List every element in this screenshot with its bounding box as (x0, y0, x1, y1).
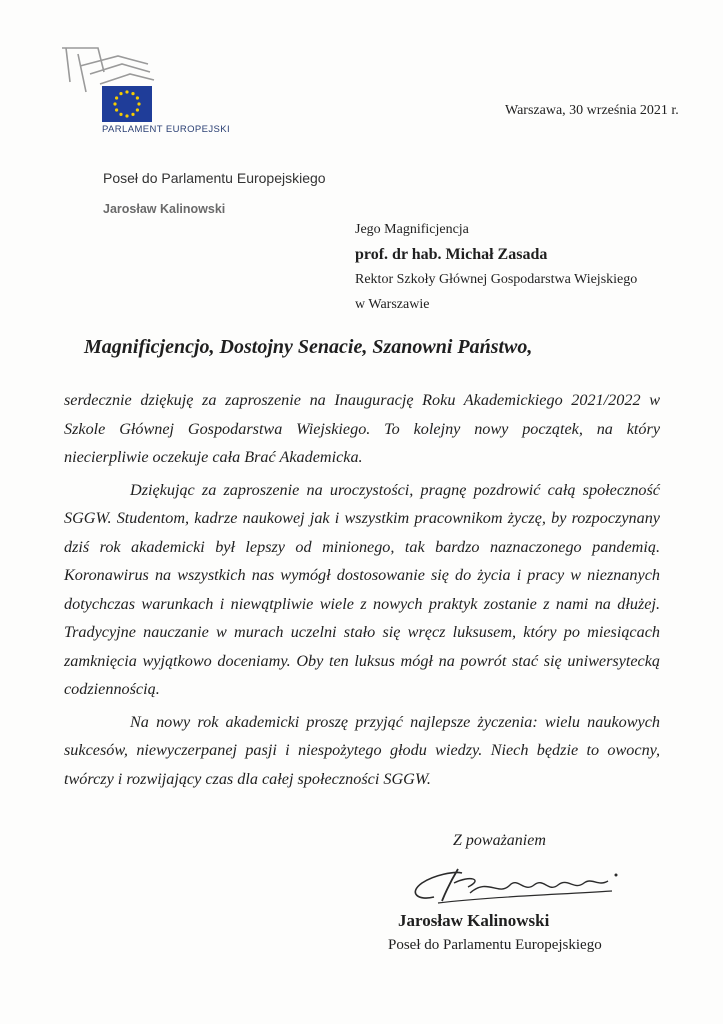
parliament-arc-icon (62, 48, 154, 92)
closing: Z poważaniem (453, 832, 546, 849)
paragraph: Dziękując za zaproszenie na uroczystości, pragnę pozdrowić całą społeczność SGGW. Studentom, kadrze naukowej jak i wszystkim pracownikom życzę, by rozpoczynany dziś rok akademicki był lepszy od minionego, tak bardzo naznaczonego pandemią. Koronawirus na wszystkich nas wymógł dostosowanie się do życia i pracy w nieznanych dotychczas warunkach i niewątpliwie wiele z nowych praktyk zostanie z nami na dłużej. Tradycyjne nauczanie w murach uczelni stało się wręcz luksusem, który po miesiącach zamknięcia wyjątkowo doceniamy. Oby ten luksus mógł na powrót stać się uniwersytecką codziennością. (64, 480, 660, 698)
letter-body (64, 386, 660, 797)
recipient-location: w Warszawie (355, 297, 430, 312)
recipient-name: prof. dr hab. Michał Zasada (355, 246, 548, 263)
recipient-block (355, 217, 637, 317)
sender-name: Jarosław Kalinowski (103, 202, 226, 216)
salutation: Magnificjencjo, Dostojny Senacie, Szanowni Państwo, (84, 336, 533, 358)
recipient-position: Rektor Szkoły Głównej Gospodarstwa Wiejskiego (355, 272, 638, 287)
paragraph: Na nowy rok akademicki proszę przyjąć najlepsze życzenia: wielu naukowych sukcesów, niewyczerpanej pasji i niespożytego głodu wiedzy. Niech będzie to owocny, twórczy i rozwijający czas dla całej społeczności SGGW. (64, 712, 660, 788)
recipient-title: Jego Magnificjencja (355, 222, 469, 237)
institution-label: PARLAMENT EUROPEJSKI (102, 124, 231, 135)
place-date: Warszawa, 30 września 2021 r. (505, 103, 679, 118)
handwritten-signature (398, 857, 633, 909)
sender-office: Poseł do Parlamentu Europejskiego (103, 170, 326, 186)
signer-role: Poseł do Parlamentu Europejskiego (388, 937, 602, 953)
paragraph: serdecznie dziękuję za zaproszenie na Inaugurację Roku Akademickiego 2021/2022 w Szkole Głównej Gospodarstwa Wiejskiego. To kolejny nowy początek, na który niecierpliwie oczekuje cała Brać Akademicka. (64, 391, 660, 466)
european-parliament-logo (58, 42, 218, 132)
signer-name: Jarosław Kalinowski (398, 911, 550, 930)
